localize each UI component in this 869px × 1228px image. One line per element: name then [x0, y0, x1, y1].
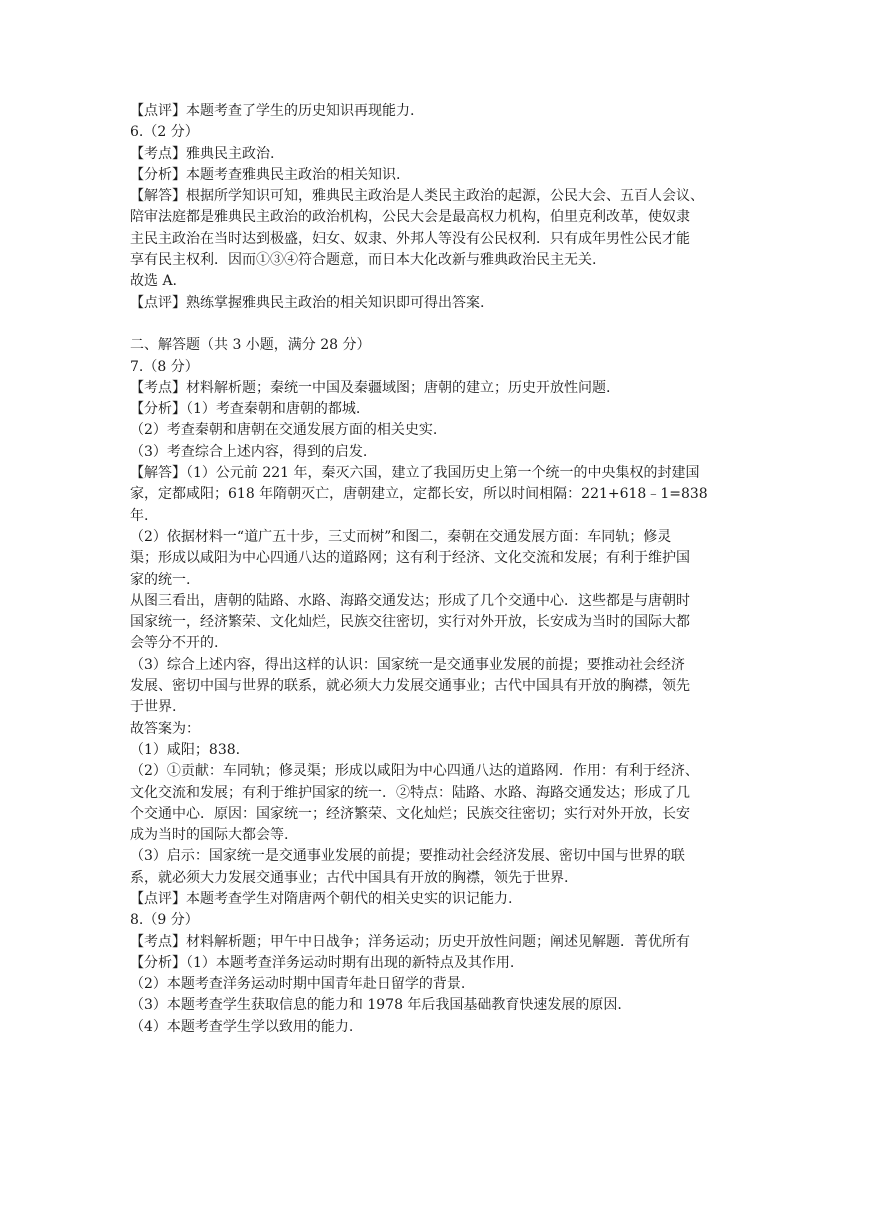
text-line: 6.（2 分） [130, 124, 199, 141]
text-line: 会等分不开的. [130, 635, 219, 652]
document-body [130, 101, 770, 1038]
text-line: （2）①贡献：车同轨；修灵渠；形成以咸阳为中心四通八达的道路网．作用：有利于经济、 [130, 763, 699, 780]
text-line: 成为当时的国际大都会等. [130, 827, 289, 844]
text-line: 故选 A. [130, 273, 178, 290]
text-line: 于世界. [130, 699, 177, 716]
text-line: 【分析】（1）考查秦朝和唐朝的都城. [130, 401, 361, 418]
text-line: 享有民主权利．因而①③④符合题意，而日本大化改新与雅典政治民主无关. [130, 252, 597, 269]
text-line: 个交通中心．原因：国家统一；经济繁荣、文化灿烂；民族交往密切；实行对外开放，长安 [130, 805, 690, 822]
section-question-6 [130, 101, 770, 314]
text-line: 【考点】材料解析题；秦统一中国及秦疆域图；唐朝的建立；历史开放性问题. [130, 379, 611, 396]
text-line: 【点评】本题考查了学生的历史知识再现能力. [130, 103, 415, 119]
text-line: 二、解答题（共 3 小题，满分 28 分） [130, 337, 371, 354]
text-line: （2）本题考查洋务运动时期中国青年赴日留学的背景. [130, 976, 466, 993]
text-line: 主民主政治在当时达到极盛，妇女、奴隶、外邦人等没有公民权利．只有成年男性公民才能 [130, 230, 690, 247]
text-line: （3）启示：国家统一是交通事业发展的前提；要推动社会经济发展、密切中国与世界的联 [130, 848, 685, 865]
text-line: 【解答】根据所学知识可知，雅典民主政治是人类民主政治的起源，公民大会、五百人会议、 [130, 188, 704, 205]
text-line: 8.（9 分） [130, 912, 199, 929]
text-line: 家，定都咸阳；618 年隋朝灭亡，唐朝建立，定都长安，所以时间相隔：221+618﹣1=838 [130, 486, 708, 503]
text-line: 陪审法庭都是雅典民主政治的政治机构，公民大会是最高权力机构，伯里克利改革，使奴隶 [130, 209, 690, 226]
text-line: 国家统一，经济繁荣、文化灿烂，民族交往密切，实行对外开放，长安成为当时的国际大都 [130, 614, 690, 631]
text-line: 【点评】熟练掌握雅典民主政治的相关知识即可得出答案. [130, 294, 485, 311]
text-line: 发展、密切中国与世界的联系，就必须大力发展交通事业；古代中国具有开放的胸襟，领先 [130, 678, 690, 695]
section-gap [130, 314, 770, 335]
text-line: 【解答】（1）公元前 221 年，秦灭六国，建立了我国历史上第一个统一的中央集权的封建国 [130, 465, 700, 482]
text-line: （3）考查综合上述内容，得到的启发. [130, 443, 368, 460]
text-line: （4）本题考查学生学以致用的能力. [130, 1018, 354, 1035]
text-line: （1）咸阳；838. [130, 741, 241, 758]
text-line: 【考点】雅典民主政治. [130, 145, 275, 162]
text-line: 家的统一. [130, 571, 191, 588]
text-line: 文化交流和发展；有利于维护国家的统一．②特点：陆路、水路、海路交通发达；形成了几 [130, 784, 690, 801]
text-line: （3）本题考查学生获取信息的能力和 1978 年后我国基础教育快速发展的原因. [130, 997, 622, 1014]
text-line: 系，就必须大力发展交通事业；古代中国具有开放的胸襟，领先于世界. [130, 869, 569, 886]
text-line: （2）考查秦朝和唐朝在交通发展方面的相关史实. [130, 422, 438, 439]
text-line: 【考点】材料解析题；甲午中日战争；洋务运动；历史开放性问题；阐述见解题．菁优所有 [130, 933, 690, 950]
text-line: 年. [130, 507, 149, 524]
text-line: 【分析】（1）本题考查洋务运动时期有出现的新特点及其作用. [130, 954, 515, 971]
text-line: 从图三看出，唐朝的陆路、水路、海路交通发达；形成了几个交通中心．这些都是与唐朝时 [130, 592, 690, 609]
text-line: 【分析】本题考查雅典民主政治的相关知识. [130, 166, 401, 183]
text-line: 【点评】本题考查学生对隋唐两个朝代的相关史实的识记能力. [130, 890, 513, 907]
text-line: 7.（8 分） [130, 358, 199, 375]
section-answer-questions [130, 335, 770, 1038]
text-line: 故答案为： [130, 720, 200, 737]
text-line: （3）综合上述内容，得出这样的认识：国家统一是交通事业发展的前提；要推动社会经济 [130, 656, 685, 673]
text-line: 渠；形成以咸阳为中心四通八达的道路网；这有利于经济、文化交流和发展；有利于维护国 [130, 550, 690, 567]
text-line: （2）依据材料一“道广五十步，三丈而树”和图二，秦朝在交通发展方面：车同轨；修灵 [130, 528, 672, 545]
